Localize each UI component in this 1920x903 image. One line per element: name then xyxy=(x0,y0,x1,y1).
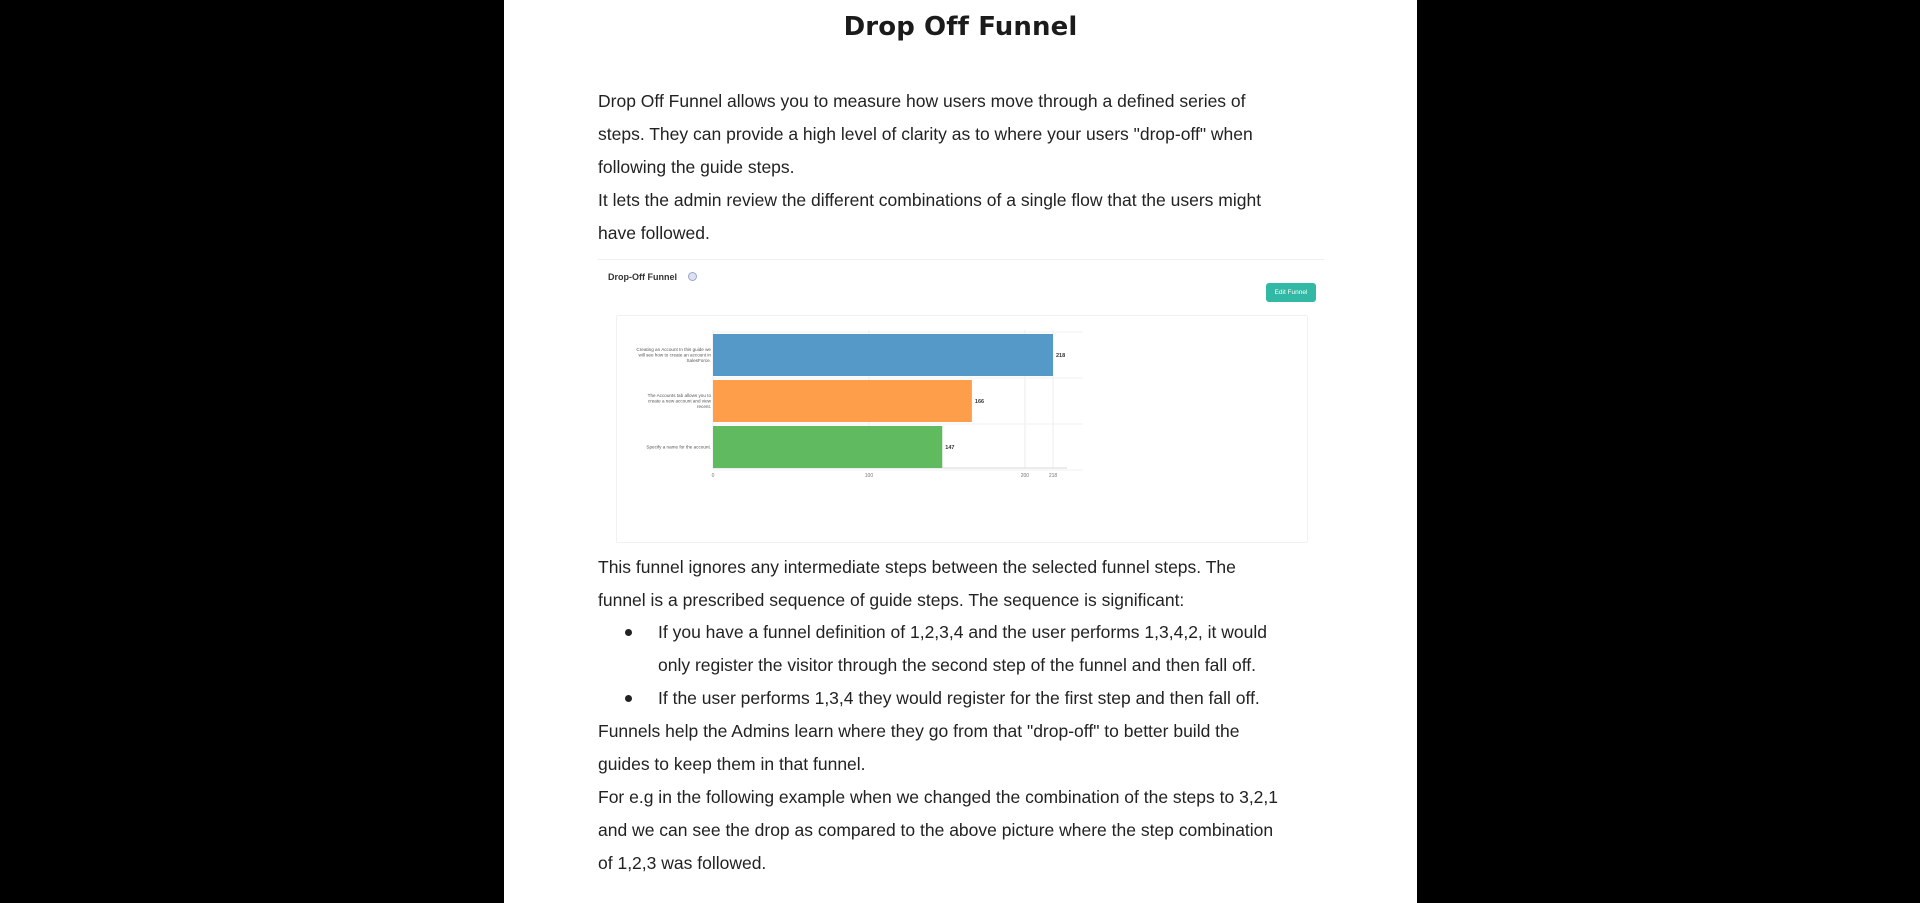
text-line: This funnel ignores any intermediate steps between the selected funnel steps. The xyxy=(598,557,1236,577)
edit-funnel-button[interactable]: Edit Funnel xyxy=(1266,283,1316,302)
funnel-chart xyxy=(617,316,1307,542)
bar-value-label: 147 xyxy=(945,445,955,451)
text-line: following the guide steps. xyxy=(598,157,795,177)
bullet-icon xyxy=(625,629,632,636)
bar xyxy=(713,334,1053,376)
document-page xyxy=(504,0,1417,903)
category-label: Creating an Account In this guide we xyxy=(636,346,711,352)
category-label: Specify a name for the account. xyxy=(646,444,711,450)
x-tick-label: 218 xyxy=(1048,473,1058,479)
intro-paragraph xyxy=(598,85,1338,250)
category-label: The Accounts tab allows you to xyxy=(647,392,711,398)
funnel-screenshot xyxy=(598,259,1324,542)
text-line: only register the visitor through the second step of the funnel and then fall off. xyxy=(658,655,1256,675)
text-line: of 1,2,3 was followed. xyxy=(598,853,767,873)
page-title: Drop Off Funnel xyxy=(843,12,1078,42)
bullet-item xyxy=(658,682,1398,715)
text-line: have followed. xyxy=(598,223,710,243)
text-line: If the user performs 1,3,4 they would register for the first step and then fall off. xyxy=(658,688,1260,708)
text-line: For e.g in the following example when we changed the combination of the steps to 3,2,1 xyxy=(598,787,1279,807)
bullet-list xyxy=(598,616,1398,715)
category-label: SalesForce. xyxy=(686,358,711,364)
bullet-icon xyxy=(625,695,632,702)
text-line: and we can see the drop as compared to the above picture where the step combination xyxy=(598,820,1274,840)
middle-paragraph xyxy=(598,551,1338,617)
x-tick-label: 200 xyxy=(1020,473,1030,479)
info-icon xyxy=(688,272,697,281)
category-label: recent. xyxy=(696,404,711,410)
closing-paragraph xyxy=(598,715,1338,880)
text-line: guides to keep them in that funnel. xyxy=(598,754,866,774)
bar-value-label: 218 xyxy=(1056,353,1066,359)
text-line: If you have a funnel definition of 1,2,3,4 and the user performs 1,3,4,2, it would xyxy=(658,622,1267,642)
text-line: Funnels help the Admins learn where they go from that "drop-off" to better build the xyxy=(598,721,1240,741)
text-line: It lets the admin review the different combinations of a single flow that the users might xyxy=(598,190,1262,210)
bar xyxy=(713,380,972,422)
bar xyxy=(713,426,942,468)
x-tick-label: 0 xyxy=(711,473,715,479)
bullet-item xyxy=(658,616,1398,682)
chart-panel xyxy=(616,315,1308,543)
text-line: funnel is a prescribed sequence of guide steps. The sequence is significant: xyxy=(598,590,1185,610)
funnel-widget-title: Drop-Off Funnel xyxy=(608,272,677,282)
text-line: Drop Off Funnel allows you to measure how users move through a defined series of xyxy=(598,91,1246,111)
bar-value-label: 166 xyxy=(974,399,985,405)
x-tick-label: 100 xyxy=(864,473,874,479)
category-label: will see how to create an account in xyxy=(638,352,711,358)
category-label: create a new account and view xyxy=(647,398,711,404)
text-line: steps. They can provide a high level of clarity as to where your users "drop-off" when xyxy=(598,124,1253,144)
